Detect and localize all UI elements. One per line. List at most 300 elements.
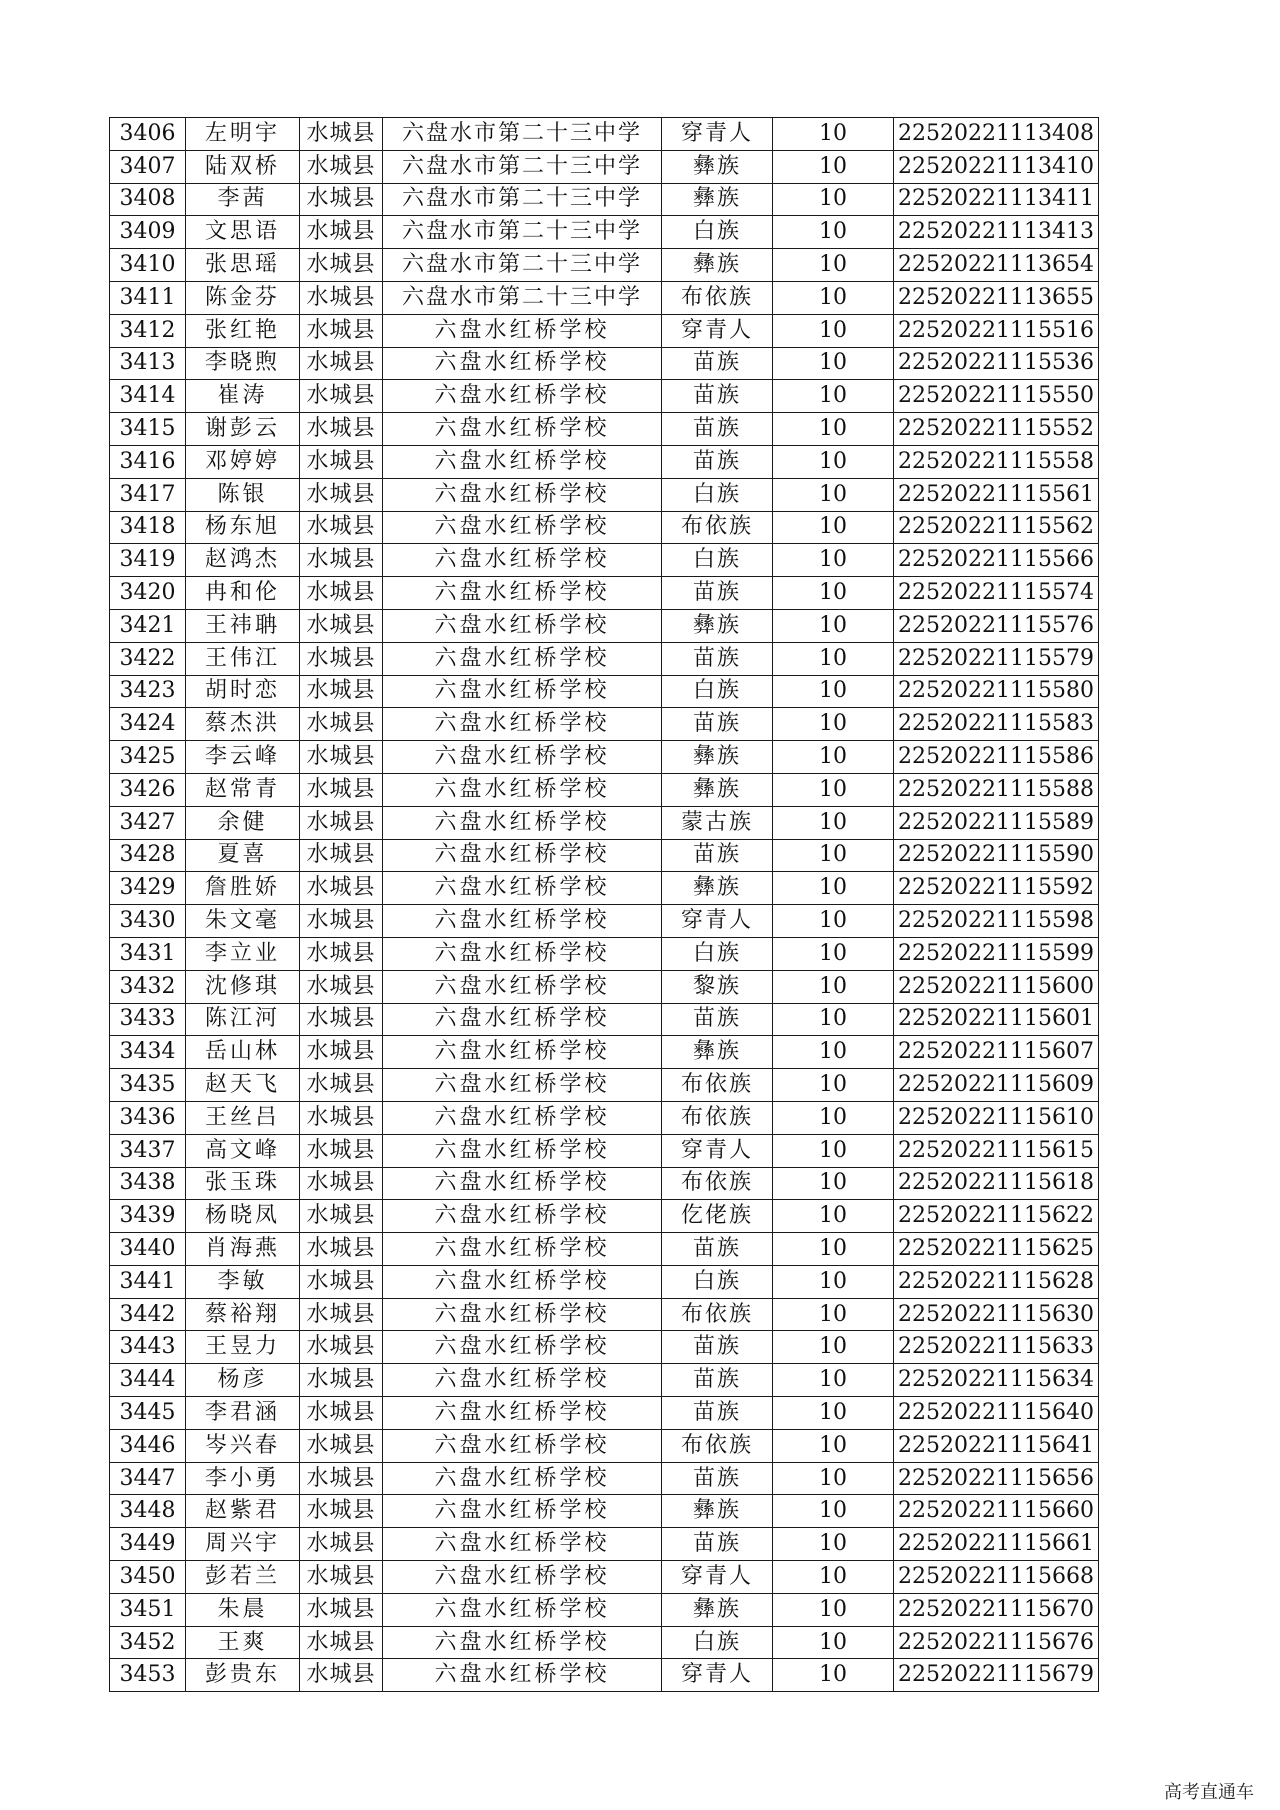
exam-id-cell: 22520221115583 bbox=[894, 708, 1099, 741]
score-cell: 10 bbox=[773, 872, 894, 905]
ethnicity-cell: 白族 bbox=[662, 478, 773, 511]
student-name-cell: 沈修琪 bbox=[186, 970, 300, 1003]
score-cell: 10 bbox=[773, 773, 894, 806]
county-cell: 水城县 bbox=[300, 1069, 383, 1102]
school-name-cell: 六盘水红桥学校 bbox=[383, 905, 662, 938]
table-row bbox=[110, 1200, 1099, 1233]
county-cell: 水城县 bbox=[300, 150, 383, 183]
county-cell: 水城县 bbox=[300, 1561, 383, 1594]
score-cell: 10 bbox=[773, 970, 894, 1003]
score-cell: 10 bbox=[773, 1626, 894, 1659]
student-name-cell: 冉和伦 bbox=[186, 577, 300, 610]
county-cell: 水城县 bbox=[300, 380, 383, 413]
county-cell: 水城县 bbox=[300, 1167, 383, 1200]
table-row bbox=[110, 380, 1099, 413]
county-cell: 水城县 bbox=[300, 806, 383, 839]
school-name-cell: 六盘水红桥学校 bbox=[383, 1167, 662, 1200]
student-name-cell: 陈江河 bbox=[186, 1003, 300, 1036]
ethnicity-cell: 苗族 bbox=[662, 1233, 773, 1266]
exam-id-cell: 22520221115633 bbox=[894, 1331, 1099, 1364]
row-number-cell: 3435 bbox=[110, 1069, 186, 1102]
exam-id-cell: 22520221115679 bbox=[894, 1659, 1099, 1692]
table-row bbox=[110, 1003, 1099, 1036]
school-name-cell: 六盘水红桥学校 bbox=[383, 1397, 662, 1430]
student-name-cell: 夏喜 bbox=[186, 839, 300, 872]
county-cell: 水城县 bbox=[300, 1462, 383, 1495]
student-name-cell: 谢彭云 bbox=[186, 413, 300, 446]
county-cell: 水城县 bbox=[300, 1364, 383, 1397]
row-number-cell: 3425 bbox=[110, 741, 186, 774]
student-name-cell: 詹胜娇 bbox=[186, 872, 300, 905]
county-cell: 水城县 bbox=[300, 1331, 383, 1364]
ethnicity-cell: 白族 bbox=[662, 937, 773, 970]
student-name-cell: 王昱力 bbox=[186, 1331, 300, 1364]
school-name-cell: 六盘水红桥学校 bbox=[383, 1364, 662, 1397]
row-number-cell: 3436 bbox=[110, 1101, 186, 1134]
score-cell: 10 bbox=[773, 150, 894, 183]
score-cell: 10 bbox=[773, 249, 894, 282]
county-cell: 水城县 bbox=[300, 1495, 383, 1528]
student-name-cell: 赵常青 bbox=[186, 773, 300, 806]
score-cell: 10 bbox=[773, 1495, 894, 1528]
ethnicity-cell: 布依族 bbox=[662, 1298, 773, 1331]
county-cell: 水城县 bbox=[300, 347, 383, 380]
ethnicity-cell: 彝族 bbox=[662, 150, 773, 183]
school-name-cell: 六盘水红桥学校 bbox=[383, 675, 662, 708]
county-cell: 水城县 bbox=[300, 937, 383, 970]
exam-id-cell: 22520221115550 bbox=[894, 380, 1099, 413]
row-number-cell: 3443 bbox=[110, 1331, 186, 1364]
ethnicity-cell: 布依族 bbox=[662, 1167, 773, 1200]
ethnicity-cell: 彝族 bbox=[662, 1036, 773, 1069]
row-number-cell: 3412 bbox=[110, 314, 186, 347]
ethnicity-cell: 彝族 bbox=[662, 741, 773, 774]
student-name-cell: 赵天飞 bbox=[186, 1069, 300, 1102]
county-cell: 水城县 bbox=[300, 905, 383, 938]
table-row bbox=[110, 970, 1099, 1003]
table-row bbox=[110, 1298, 1099, 1331]
county-cell: 水城县 bbox=[300, 708, 383, 741]
school-name-cell: 六盘水红桥学校 bbox=[383, 1462, 662, 1495]
student-name-cell: 张思瑶 bbox=[186, 249, 300, 282]
ethnicity-cell: 苗族 bbox=[662, 347, 773, 380]
school-name-cell: 六盘水红桥学校 bbox=[383, 544, 662, 577]
exam-id-cell: 22520221115599 bbox=[894, 937, 1099, 970]
table-row bbox=[110, 905, 1099, 938]
student-name-cell: 朱晨 bbox=[186, 1593, 300, 1626]
table-row bbox=[110, 216, 1099, 249]
exam-id-cell: 22520221115625 bbox=[894, 1233, 1099, 1266]
score-cell: 10 bbox=[773, 183, 894, 216]
score-cell: 10 bbox=[773, 1429, 894, 1462]
school-name-cell: 六盘水市第二十三中学 bbox=[383, 118, 662, 151]
student-name-cell: 朱文毫 bbox=[186, 905, 300, 938]
table-row bbox=[110, 937, 1099, 970]
table-row bbox=[110, 1233, 1099, 1266]
county-cell: 水城县 bbox=[300, 839, 383, 872]
county-cell: 水城县 bbox=[300, 741, 383, 774]
school-name-cell: 六盘水市第二十三中学 bbox=[383, 150, 662, 183]
score-cell: 10 bbox=[773, 1069, 894, 1102]
table-row bbox=[110, 806, 1099, 839]
ethnicity-cell: 穿青人 bbox=[662, 905, 773, 938]
ethnicity-cell: 穿青人 bbox=[662, 1134, 773, 1167]
ethnicity-cell: 彝族 bbox=[662, 609, 773, 642]
county-cell: 水城县 bbox=[300, 413, 383, 446]
table-row bbox=[110, 1626, 1099, 1659]
exam-id-cell: 22520221115558 bbox=[894, 445, 1099, 478]
school-name-cell: 六盘水红桥学校 bbox=[383, 1659, 662, 1692]
ethnicity-cell: 彝族 bbox=[662, 249, 773, 282]
exam-id-cell: 22520221115536 bbox=[894, 347, 1099, 380]
row-number-cell: 3406 bbox=[110, 118, 186, 151]
row-number-cell: 3430 bbox=[110, 905, 186, 938]
exam-id-cell: 22520221113413 bbox=[894, 216, 1099, 249]
exam-id-cell: 22520221115600 bbox=[894, 970, 1099, 1003]
score-cell: 10 bbox=[773, 511, 894, 544]
student-name-cell: 李君涵 bbox=[186, 1397, 300, 1430]
county-cell: 水城县 bbox=[300, 478, 383, 511]
exam-id-cell: 22520221113408 bbox=[894, 118, 1099, 151]
ethnicity-cell: 苗族 bbox=[662, 1462, 773, 1495]
score-cell: 10 bbox=[773, 1233, 894, 1266]
table-row bbox=[110, 1561, 1099, 1594]
score-cell: 10 bbox=[773, 806, 894, 839]
student-name-cell: 陆双桥 bbox=[186, 150, 300, 183]
student-name-cell: 王祎聃 bbox=[186, 609, 300, 642]
table-row bbox=[110, 1397, 1099, 1430]
table-row bbox=[110, 872, 1099, 905]
row-number-cell: 3429 bbox=[110, 872, 186, 905]
table-row bbox=[110, 577, 1099, 610]
ethnicity-cell: 彝族 bbox=[662, 1593, 773, 1626]
score-cell: 10 bbox=[773, 1167, 894, 1200]
row-number-cell: 3422 bbox=[110, 642, 186, 675]
score-cell: 10 bbox=[773, 609, 894, 642]
school-name-cell: 六盘水红桥学校 bbox=[383, 1003, 662, 1036]
table-row bbox=[110, 183, 1099, 216]
exam-id-cell: 22520221113410 bbox=[894, 150, 1099, 183]
row-number-cell: 3410 bbox=[110, 249, 186, 282]
row-number-cell: 3414 bbox=[110, 380, 186, 413]
county-cell: 水城县 bbox=[300, 642, 383, 675]
school-name-cell: 六盘水红桥学校 bbox=[383, 1429, 662, 1462]
table-row bbox=[110, 1101, 1099, 1134]
student-name-cell: 崔涛 bbox=[186, 380, 300, 413]
exam-id-cell: 22520221115562 bbox=[894, 511, 1099, 544]
table-row bbox=[110, 118, 1099, 151]
score-cell: 10 bbox=[773, 675, 894, 708]
row-number-cell: 3447 bbox=[110, 1462, 186, 1495]
row-number-cell: 3413 bbox=[110, 347, 186, 380]
exam-id-cell: 22520221115615 bbox=[894, 1134, 1099, 1167]
student-name-cell: 周兴宇 bbox=[186, 1528, 300, 1561]
student-name-cell: 张红艳 bbox=[186, 314, 300, 347]
score-cell: 10 bbox=[773, 1659, 894, 1692]
table-row bbox=[110, 642, 1099, 675]
row-number-cell: 3444 bbox=[110, 1364, 186, 1397]
county-cell: 水城县 bbox=[300, 1233, 383, 1266]
county-cell: 水城县 bbox=[300, 216, 383, 249]
row-number-cell: 3450 bbox=[110, 1561, 186, 1594]
county-cell: 水城县 bbox=[300, 1003, 383, 1036]
ethnicity-cell: 布依族 bbox=[662, 281, 773, 314]
ethnicity-cell: 苗族 bbox=[662, 839, 773, 872]
ethnicity-cell: 白族 bbox=[662, 544, 773, 577]
score-cell: 10 bbox=[773, 314, 894, 347]
exam-id-cell: 22520221115634 bbox=[894, 1364, 1099, 1397]
score-cell: 10 bbox=[773, 380, 894, 413]
exam-id-cell: 22520221115576 bbox=[894, 609, 1099, 642]
row-number-cell: 3426 bbox=[110, 773, 186, 806]
exam-id-cell: 22520221115592 bbox=[894, 872, 1099, 905]
school-name-cell: 六盘水红桥学校 bbox=[383, 1626, 662, 1659]
county-cell: 水城县 bbox=[300, 1429, 383, 1462]
student-name-cell: 高文峰 bbox=[186, 1134, 300, 1167]
score-cell: 10 bbox=[773, 1101, 894, 1134]
student-name-cell: 岑兴春 bbox=[186, 1429, 300, 1462]
score-cell: 10 bbox=[773, 1036, 894, 1069]
score-cell: 10 bbox=[773, 1462, 894, 1495]
exam-id-cell: 22520221115670 bbox=[894, 1593, 1099, 1626]
exam-id-cell: 22520221115630 bbox=[894, 1298, 1099, 1331]
school-name-cell: 六盘水红桥学校 bbox=[383, 1233, 662, 1266]
row-number-cell: 3424 bbox=[110, 708, 186, 741]
table-row bbox=[110, 1036, 1099, 1069]
ethnicity-cell: 苗族 bbox=[662, 1003, 773, 1036]
exam-id-cell: 22520221115641 bbox=[894, 1429, 1099, 1462]
county-cell: 水城县 bbox=[300, 544, 383, 577]
score-cell: 10 bbox=[773, 839, 894, 872]
school-name-cell: 六盘水红桥学校 bbox=[383, 478, 662, 511]
school-name-cell: 六盘水红桥学校 bbox=[383, 970, 662, 1003]
row-number-cell: 3441 bbox=[110, 1265, 186, 1298]
school-name-cell: 六盘水红桥学校 bbox=[383, 1528, 662, 1561]
ethnicity-cell: 白族 bbox=[662, 1265, 773, 1298]
county-cell: 水城县 bbox=[300, 577, 383, 610]
row-number-cell: 3448 bbox=[110, 1495, 186, 1528]
table-row bbox=[110, 773, 1099, 806]
ethnicity-cell: 苗族 bbox=[662, 413, 773, 446]
county-cell: 水城县 bbox=[300, 511, 383, 544]
score-cell: 10 bbox=[773, 544, 894, 577]
school-name-cell: 六盘水红桥学校 bbox=[383, 609, 662, 642]
student-name-cell: 李立业 bbox=[186, 937, 300, 970]
ethnicity-cell: 白族 bbox=[662, 1626, 773, 1659]
row-number-cell: 3446 bbox=[110, 1429, 186, 1462]
score-cell: 10 bbox=[773, 413, 894, 446]
exam-id-cell: 22520221115640 bbox=[894, 1397, 1099, 1430]
county-cell: 水城县 bbox=[300, 1626, 383, 1659]
county-cell: 水城县 bbox=[300, 1659, 383, 1692]
student-name-cell: 李云峰 bbox=[186, 741, 300, 774]
ethnicity-cell: 仡佬族 bbox=[662, 1200, 773, 1233]
ethnicity-cell: 苗族 bbox=[662, 708, 773, 741]
student-name-cell: 杨东旭 bbox=[186, 511, 300, 544]
ethnicity-cell: 穿青人 bbox=[662, 1561, 773, 1594]
school-name-cell: 六盘水红桥学校 bbox=[383, 1036, 662, 1069]
school-name-cell: 六盘水红桥学校 bbox=[383, 511, 662, 544]
student-name-cell: 赵紫君 bbox=[186, 1495, 300, 1528]
score-cell: 10 bbox=[773, 937, 894, 970]
table-row bbox=[110, 314, 1099, 347]
school-name-cell: 六盘水红桥学校 bbox=[383, 1495, 662, 1528]
score-cell: 10 bbox=[773, 1593, 894, 1626]
student-name-cell: 肖海燕 bbox=[186, 1233, 300, 1266]
school-name-cell: 六盘水红桥学校 bbox=[383, 839, 662, 872]
student-name-cell: 张玉珠 bbox=[186, 1167, 300, 1200]
student-name-cell: 邓婷婷 bbox=[186, 445, 300, 478]
exam-id-cell: 22520221115579 bbox=[894, 642, 1099, 675]
county-cell: 水城县 bbox=[300, 1528, 383, 1561]
table-row bbox=[110, 249, 1099, 282]
school-name-cell: 六盘水红桥学校 bbox=[383, 773, 662, 806]
row-number-cell: 3439 bbox=[110, 1200, 186, 1233]
student-name-cell: 李敏 bbox=[186, 1265, 300, 1298]
student-name-cell: 王丝吕 bbox=[186, 1101, 300, 1134]
exam-id-cell: 22520221115589 bbox=[894, 806, 1099, 839]
score-cell: 10 bbox=[773, 1364, 894, 1397]
row-number-cell: 3423 bbox=[110, 675, 186, 708]
watermark-text: 高考直通车 bbox=[1164, 1782, 1254, 1803]
ethnicity-cell: 苗族 bbox=[662, 1528, 773, 1561]
school-name-cell: 六盘水红桥学校 bbox=[383, 413, 662, 446]
ethnicity-cell: 穿青人 bbox=[662, 314, 773, 347]
school-name-cell: 六盘水红桥学校 bbox=[383, 937, 662, 970]
row-number-cell: 3440 bbox=[110, 1233, 186, 1266]
score-cell: 10 bbox=[773, 1331, 894, 1364]
county-cell: 水城县 bbox=[300, 118, 383, 151]
school-name-cell: 六盘水红桥学校 bbox=[383, 1200, 662, 1233]
school-name-cell: 六盘水红桥学校 bbox=[383, 806, 662, 839]
ethnicity-cell: 彝族 bbox=[662, 183, 773, 216]
table-row bbox=[110, 347, 1099, 380]
score-cell: 10 bbox=[773, 1200, 894, 1233]
county-cell: 水城县 bbox=[300, 970, 383, 1003]
row-number-cell: 3438 bbox=[110, 1167, 186, 1200]
table-row bbox=[110, 478, 1099, 511]
score-cell: 10 bbox=[773, 118, 894, 151]
score-cell: 10 bbox=[773, 577, 894, 610]
row-number-cell: 3417 bbox=[110, 478, 186, 511]
student-name-cell: 杨彦 bbox=[186, 1364, 300, 1397]
roster-table bbox=[109, 117, 1099, 1692]
student-name-cell: 余健 bbox=[186, 806, 300, 839]
score-cell: 10 bbox=[773, 642, 894, 675]
table-row bbox=[110, 1069, 1099, 1102]
school-name-cell: 六盘水红桥学校 bbox=[383, 1134, 662, 1167]
ethnicity-cell: 苗族 bbox=[662, 1364, 773, 1397]
row-number-cell: 3427 bbox=[110, 806, 186, 839]
student-name-cell: 杨晓凤 bbox=[186, 1200, 300, 1233]
table-row bbox=[110, 1134, 1099, 1167]
table-row bbox=[110, 1659, 1099, 1692]
row-number-cell: 3434 bbox=[110, 1036, 186, 1069]
row-number-cell: 3452 bbox=[110, 1626, 186, 1659]
school-name-cell: 六盘水红桥学校 bbox=[383, 1331, 662, 1364]
student-name-cell: 王爽 bbox=[186, 1626, 300, 1659]
ethnicity-cell: 穿青人 bbox=[662, 1659, 773, 1692]
exam-id-cell: 22520221115622 bbox=[894, 1200, 1099, 1233]
table-row bbox=[110, 1364, 1099, 1397]
exam-id-cell: 22520221115610 bbox=[894, 1101, 1099, 1134]
exam-id-cell: 22520221115628 bbox=[894, 1265, 1099, 1298]
score-cell: 10 bbox=[773, 1003, 894, 1036]
exam-id-cell: 22520221113411 bbox=[894, 183, 1099, 216]
row-number-cell: 3432 bbox=[110, 970, 186, 1003]
exam-id-cell: 22520221115676 bbox=[894, 1626, 1099, 1659]
table-row bbox=[110, 708, 1099, 741]
county-cell: 水城县 bbox=[300, 872, 383, 905]
ethnicity-cell: 布依族 bbox=[662, 1101, 773, 1134]
county-cell: 水城县 bbox=[300, 1200, 383, 1233]
row-number-cell: 3451 bbox=[110, 1593, 186, 1626]
exam-id-cell: 22520221115580 bbox=[894, 675, 1099, 708]
school-name-cell: 六盘水红桥学校 bbox=[383, 1069, 662, 1102]
student-name-cell: 王伟江 bbox=[186, 642, 300, 675]
student-name-cell: 蔡杰洪 bbox=[186, 708, 300, 741]
table-row bbox=[110, 544, 1099, 577]
county-cell: 水城县 bbox=[300, 183, 383, 216]
score-cell: 10 bbox=[773, 347, 894, 380]
county-cell: 水城县 bbox=[300, 249, 383, 282]
school-name-cell: 六盘水红桥学校 bbox=[383, 708, 662, 741]
student-name-cell: 彭若兰 bbox=[186, 1561, 300, 1594]
student-name-cell: 岳山林 bbox=[186, 1036, 300, 1069]
row-number-cell: 3416 bbox=[110, 445, 186, 478]
table-row bbox=[110, 1528, 1099, 1561]
ethnicity-cell: 布依族 bbox=[662, 1069, 773, 1102]
table-row bbox=[110, 741, 1099, 774]
table-row bbox=[110, 1167, 1099, 1200]
school-name-cell: 六盘水红桥学校 bbox=[383, 347, 662, 380]
exam-id-cell: 22520221113654 bbox=[894, 249, 1099, 282]
county-cell: 水城县 bbox=[300, 1397, 383, 1430]
school-name-cell: 六盘水红桥学校 bbox=[383, 1265, 662, 1298]
ethnicity-cell: 蒙古族 bbox=[662, 806, 773, 839]
ethnicity-cell: 苗族 bbox=[662, 1397, 773, 1430]
ethnicity-cell: 苗族 bbox=[662, 577, 773, 610]
county-cell: 水城县 bbox=[300, 1265, 383, 1298]
score-cell: 10 bbox=[773, 1298, 894, 1331]
exam-id-cell: 22520221115656 bbox=[894, 1462, 1099, 1495]
exam-id-cell: 22520221115660 bbox=[894, 1495, 1099, 1528]
table-row bbox=[110, 1265, 1099, 1298]
table-row bbox=[110, 839, 1099, 872]
county-cell: 水城县 bbox=[300, 609, 383, 642]
school-name-cell: 六盘水红桥学校 bbox=[383, 314, 662, 347]
school-name-cell: 六盘水市第二十三中学 bbox=[383, 183, 662, 216]
county-cell: 水城县 bbox=[300, 1298, 383, 1331]
county-cell: 水城县 bbox=[300, 445, 383, 478]
ethnicity-cell: 苗族 bbox=[662, 445, 773, 478]
row-number-cell: 3421 bbox=[110, 609, 186, 642]
exam-id-cell: 22520221115618 bbox=[894, 1167, 1099, 1200]
school-name-cell: 六盘水红桥学校 bbox=[383, 1298, 662, 1331]
table-row bbox=[110, 675, 1099, 708]
row-number-cell: 3418 bbox=[110, 511, 186, 544]
school-name-cell: 六盘水红桥学校 bbox=[383, 642, 662, 675]
student-name-cell: 赵鸿杰 bbox=[186, 544, 300, 577]
row-number-cell: 3445 bbox=[110, 1397, 186, 1430]
table-row bbox=[110, 1495, 1099, 1528]
score-cell: 10 bbox=[773, 445, 894, 478]
score-cell: 10 bbox=[773, 1561, 894, 1594]
student-name-cell: 李晓煦 bbox=[186, 347, 300, 380]
table-row bbox=[110, 1429, 1099, 1462]
student-name-cell: 陈金芬 bbox=[186, 281, 300, 314]
student-name-cell: 胡时恋 bbox=[186, 675, 300, 708]
